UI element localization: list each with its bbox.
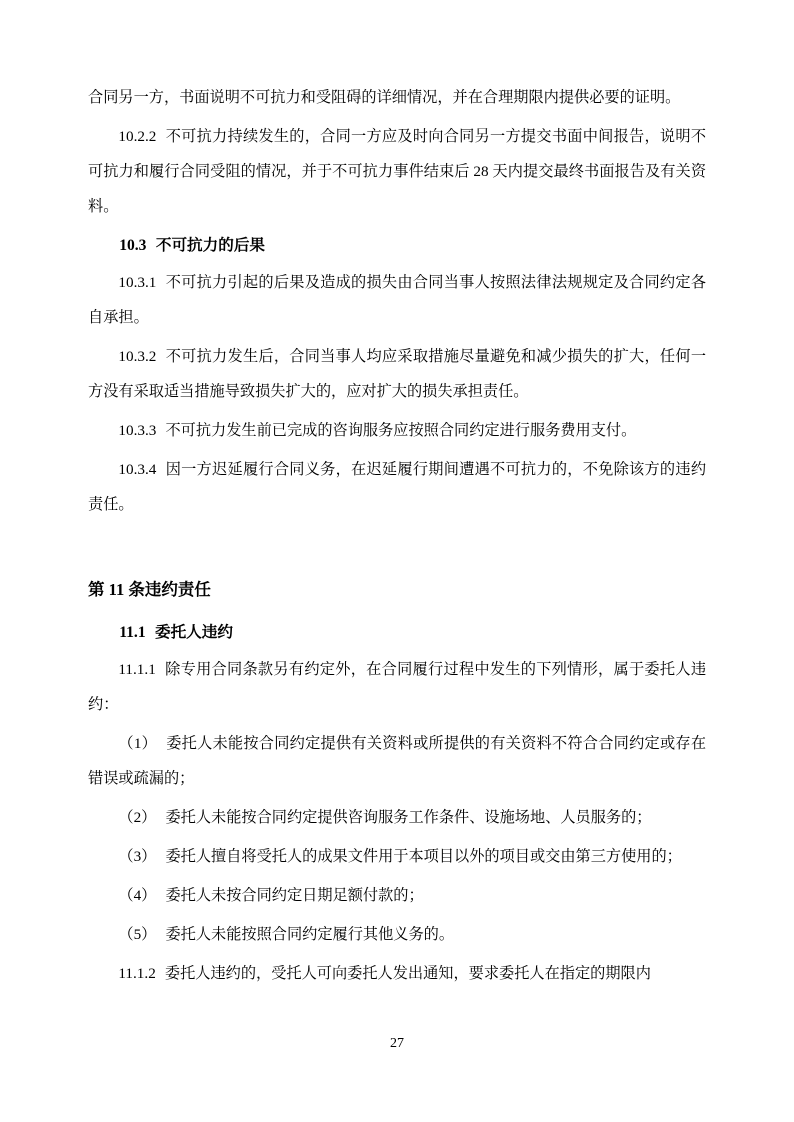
paragraph-text: 除专用合同条款另有约定外，在合同履行过程中发生的下列情形，属于委托人违约：	[88, 661, 706, 713]
list-item-marker: （4）	[118, 887, 157, 904]
list-item-marker: （1）	[118, 735, 158, 752]
list-item	[88, 726, 706, 796]
paragraph	[88, 339, 706, 409]
section-title: 不可抗力的后果	[155, 237, 266, 254]
paragraph-text: 不可抗力引起的后果及造成的损失由合同当事人按照法律法规规定及合同约定各自承担。	[88, 274, 706, 326]
document-body	[88, 80, 706, 995]
list-item-text: 委托人擅自将受托人的成果文件用于本项目以外的项目或交由第三方使用的；	[165, 848, 682, 865]
paragraph	[88, 119, 706, 224]
paragraph	[88, 265, 706, 335]
paragraph	[88, 652, 706, 722]
chapter-title: 第 11 条违约责任	[88, 580, 211, 599]
paragraph-number: 10.3.4	[118, 461, 157, 478]
section-title: 委托人违约	[154, 624, 233, 641]
paragraph-text: 不可抗力发生前已完成的咨询服务应按照合同约定进行服务费用支付。	[165, 422, 637, 439]
paragraph	[88, 80, 706, 115]
paragraph-number: 11.1.2	[118, 965, 156, 982]
list-item-text: 委托人未能按合同约定提供咨询服务工作条件、设施场地、人员服务的；	[165, 809, 652, 826]
paragraph-number: 11.1.1	[118, 661, 156, 678]
paragraph-text: 合同另一方，书面说明不可抗力和受阻碍的详细情况，并在合理期限内提供必要的证明。	[88, 89, 681, 106]
paragraph-text: 不可抗力持续发生的，合同一方应及时向合同另一方提交书面中间报告，说明不可抗力和履行合同受阻的情况，并于不可抗力事件结束后 28 天内提交最终书面报告及有关资料。	[88, 128, 706, 215]
list-item-marker: （2）	[118, 809, 157, 826]
list-item-marker: （5）	[118, 926, 157, 943]
paragraph-text: 不可抗力发生后，合同当事人均应采取措施尽量避免和减少损失的扩大，任何一方没有采取适当措施导致损失扩大的，应对扩大的损失承担责任。	[88, 348, 706, 400]
chapter-heading	[88, 572, 706, 607]
section-number: 10.3	[119, 237, 147, 254]
list-item-text: 委托人未能按合同约定提供有关资料或所提供的有关资料不符合合同约定或存在错误或疏漏的；	[88, 735, 707, 787]
list-item	[88, 800, 706, 835]
list-item-marker: （3）	[118, 848, 157, 865]
section-number: 11.1	[119, 624, 146, 641]
list-item	[88, 878, 706, 913]
list-item-text: 委托人未按合同约定日期足额付款的；	[165, 887, 424, 904]
paragraph-number: 10.3.2	[118, 348, 157, 365]
section-heading	[88, 615, 706, 650]
paragraph	[88, 956, 706, 991]
page-number: 27	[390, 1036, 404, 1051]
list-item	[88, 839, 706, 874]
paragraph	[88, 413, 706, 448]
section-heading	[88, 228, 706, 263]
paragraph	[88, 452, 706, 522]
paragraph-text: 因一方迟延履行合同义务，在迟延履行期间遭遇不可抗力的，不免除该方的违约责任。	[88, 461, 706, 513]
paragraph-text: 委托人违约的，受托人可向委托人发出通知，要求委托人在指定的期限内	[164, 965, 651, 982]
paragraph-number: 10.3.3	[118, 422, 157, 439]
list-item-text: 委托人未能按照合同约定履行其他义务的。	[165, 926, 455, 943]
paragraph-number: 10.3.1	[118, 274, 157, 291]
list-item	[88, 917, 706, 952]
section-spacer	[88, 526, 706, 572]
paragraph-number: 10.2.2	[118, 128, 157, 145]
